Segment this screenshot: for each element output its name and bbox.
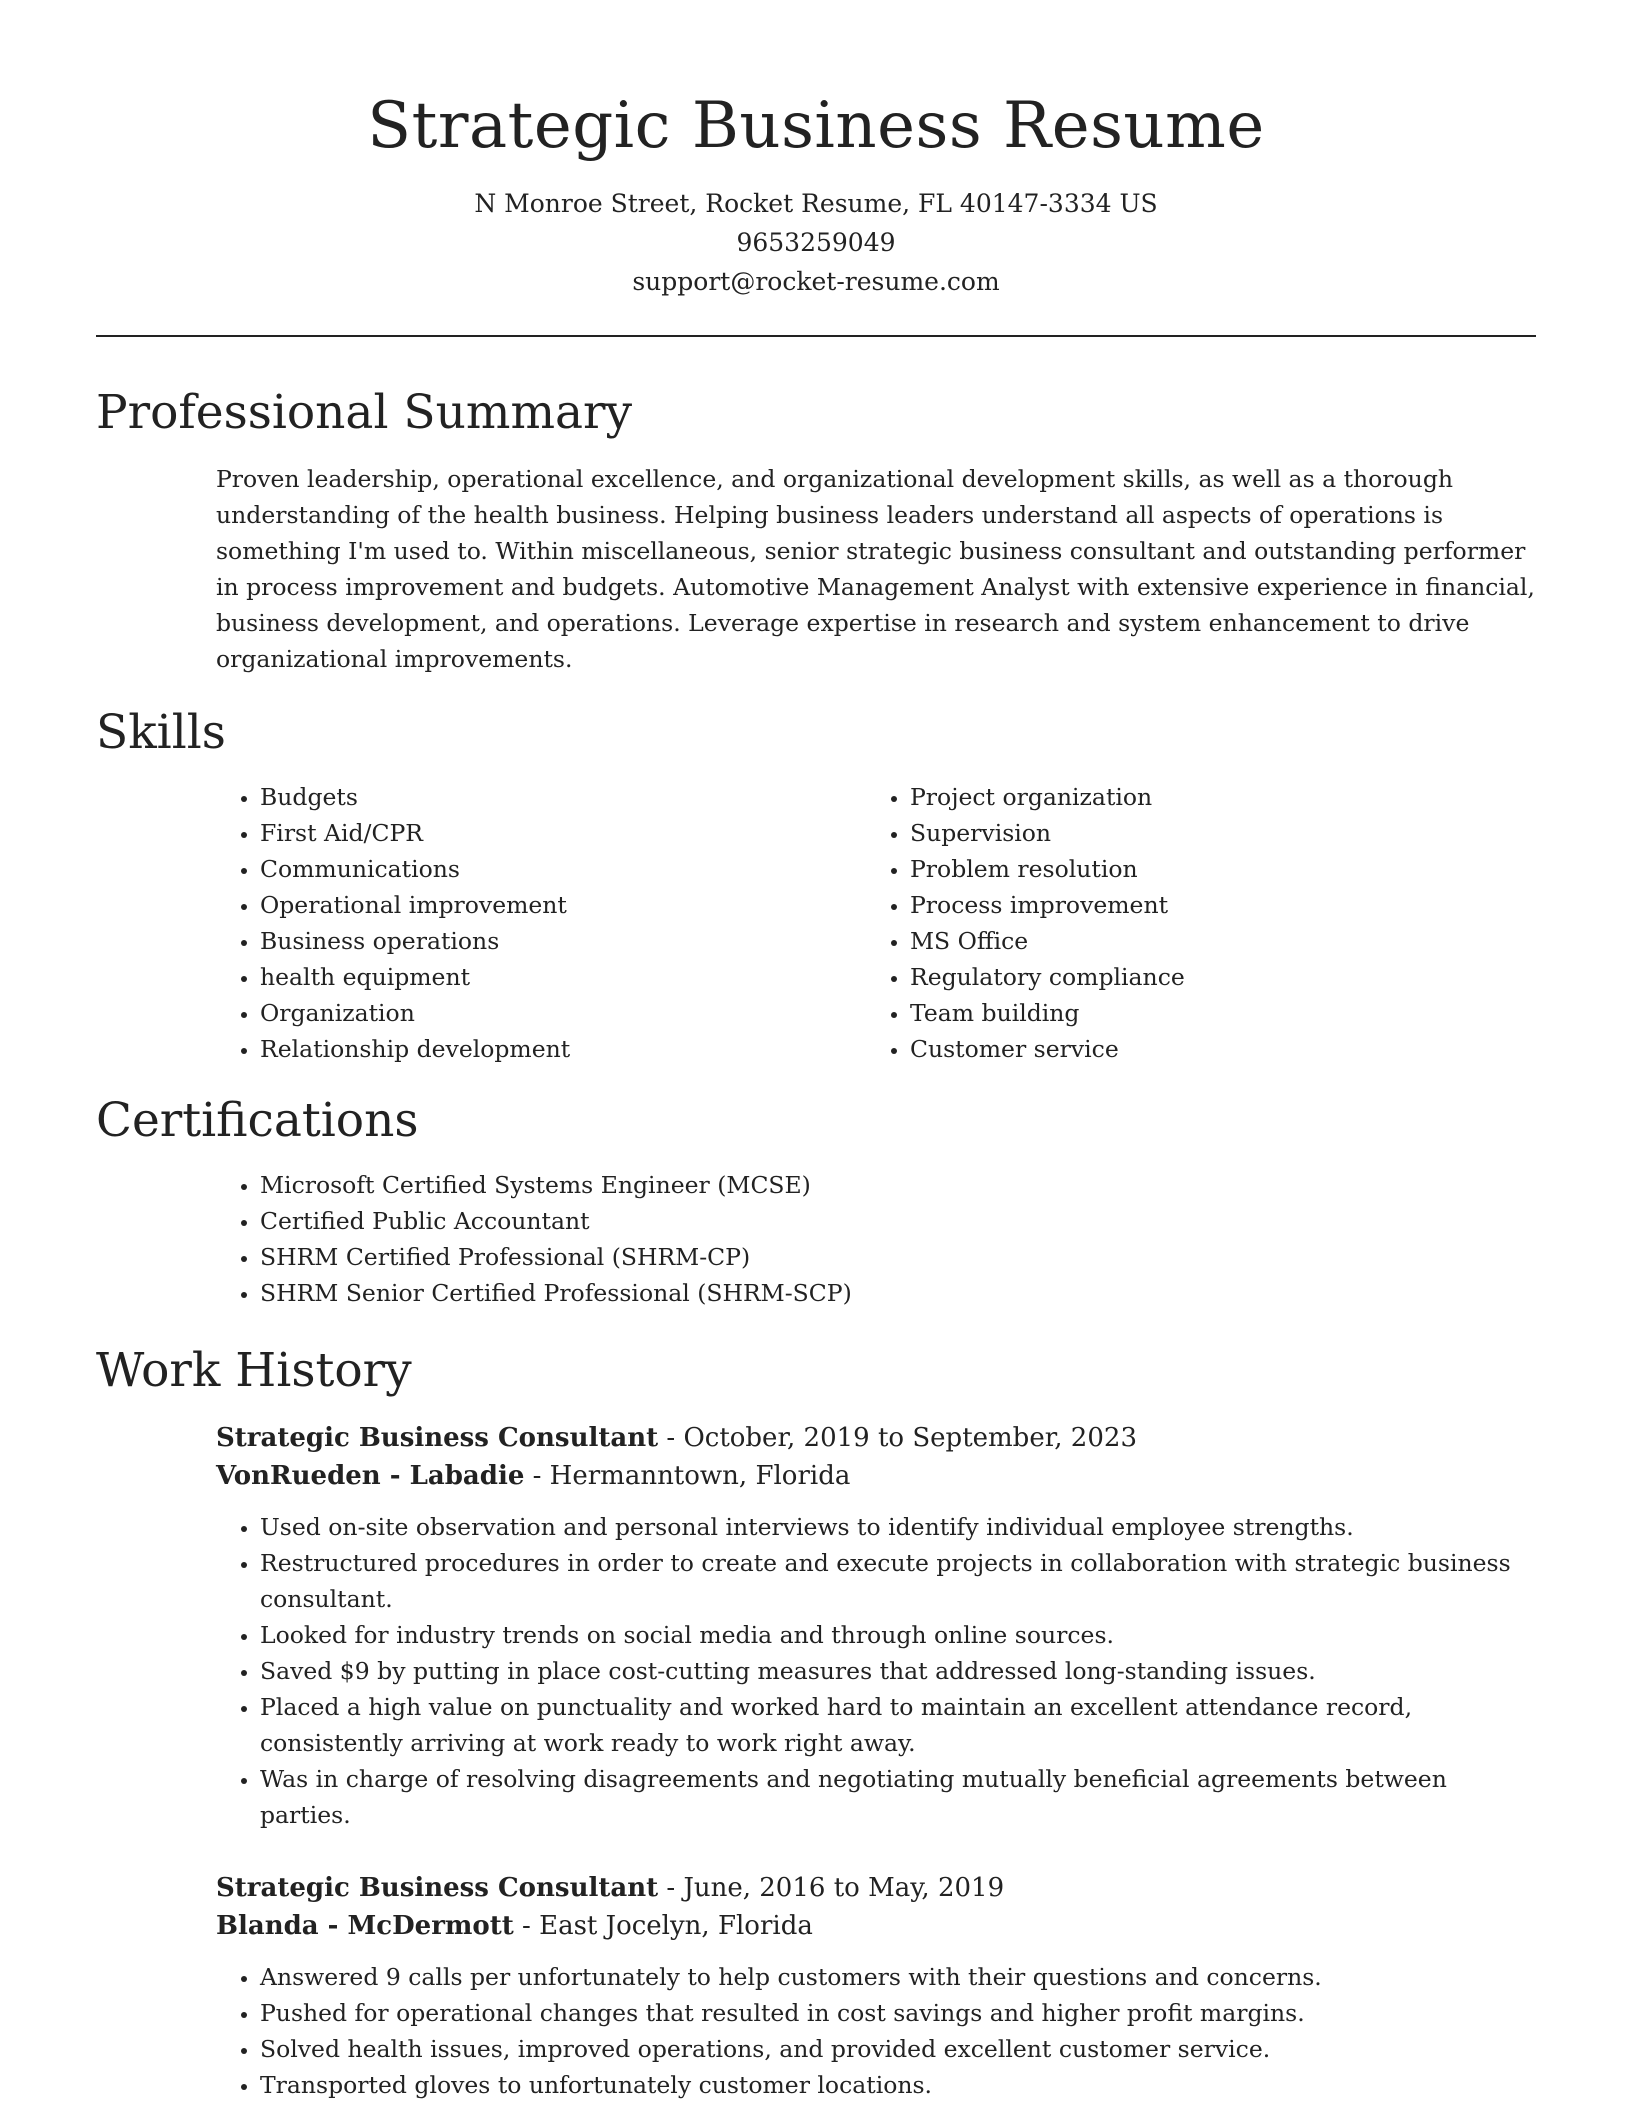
job-dates: - October, 2019 to September, 2023: [658, 1423, 1137, 1453]
job-bullet: • Restructured procedures in order to create and execute projects in collaboration with strategic business consultant.: [260, 1545, 1536, 1617]
job-company-line: [216, 1457, 1536, 1495]
contact-phone: 9653259049: [736, 228, 896, 257]
skill-item: • Relationship development: [260, 1031, 866, 1067]
summary-heading: Professional Summary: [96, 385, 633, 440]
skill-item: • MS Office: [910, 923, 1516, 959]
summary-text: Proven leadership, operational excellence, and organizational development skills, as well as a thorough understanding of the health business. Helping business leaders understand all aspects of operations is something I'm used to. Within miscellaneous, senior strategic business consultant and outstanding performer in process improvement and budgets. Automotive Management Analyst with extensive experience in financial, business development, and operations. Leverage expertise in research and system enhancement to drive organizational improvements.: [216, 465, 1535, 673]
resume-name: Strategic Business Resume: [367, 89, 1265, 163]
job-bullet: • Looked for industry trends on social media and through online sources.: [260, 1617, 1536, 1653]
contact-email: support@rocket-resume.com: [632, 267, 1000, 296]
skill-item: • Problem resolution: [910, 851, 1516, 887]
job-bullet: • Was in charge of resolving disagreements and negotiating mutually beneficial agreements between parties.: [260, 1761, 1536, 1833]
skills-heading: Skills: [96, 705, 226, 760]
skills-list-left: [216, 779, 866, 1067]
job-entry: [216, 1869, 1536, 2103]
header-divider: [96, 335, 1536, 337]
job-company: Blanda - McDermott: [216, 1911, 514, 1941]
certification-item: • Certified Public Accountant: [260, 1203, 1536, 1239]
work-history-heading: Work History: [96, 1343, 412, 1398]
contact-address: N Monroe Street, Rocket Resume, FL 40147-3334 US: [474, 189, 1158, 218]
job-title-line: [216, 1419, 1536, 1457]
skill-item: • Project organization: [910, 779, 1516, 815]
skill-item: • Communications: [260, 851, 866, 887]
job-bullets: [216, 1959, 1536, 2103]
certifications-section: [216, 1167, 1536, 1311]
skill-item: • Customer service: [910, 1031, 1516, 1067]
job-dates: - June, 2016 to May, 2019: [658, 1873, 1005, 1903]
certifications-list: [216, 1167, 1536, 1311]
job-bullet: • Transported gloves to unfortunately customer locations.: [260, 2067, 1536, 2103]
skill-item: • health equipment: [260, 959, 866, 995]
skill-item: • Business operations: [260, 923, 866, 959]
skill-item: • Regulatory compliance: [910, 959, 1516, 995]
job-role: Strategic Business Consultant: [216, 1873, 659, 1903]
job-location: - East Jocelyn, Florida: [513, 1911, 813, 1941]
certification-item: • Microsoft Certified Systems Engineer (MCSE): [260, 1167, 1536, 1203]
job-bullet: • Solved health issues, improved operations, and provided excellent customer service.: [260, 2031, 1536, 2067]
job-bullets: [216, 1509, 1536, 1833]
job-role: Strategic Business Consultant: [216, 1423, 659, 1453]
certifications-heading: Certifications: [96, 1093, 419, 1148]
job-company: VonRueden - Labadie: [216, 1461, 525, 1491]
job-entry: [216, 1419, 1536, 1833]
job-title-line: [216, 1869, 1536, 1907]
certification-item: • SHRM Senior Certified Professional (SHRM-SCP): [260, 1275, 1536, 1311]
resume-header: [96, 0, 1536, 301]
skill-item: • First Aid/CPR: [260, 815, 866, 851]
skills-list-right: [866, 779, 1516, 1067]
job-company-line: [216, 1907, 1536, 1945]
skills-column-left: [216, 779, 866, 1067]
job-bullet: • Answered 9 calls per unfortunately to help customers with their questions and concerns.: [260, 1959, 1536, 1995]
job-bullet: • Used on-site observation and personal interviews to identify individual employee strengths.: [260, 1509, 1536, 1545]
skill-item: • Supervision: [910, 815, 1516, 851]
skill-item: • Process improvement: [910, 887, 1516, 923]
job-bullet: • Placed a high value on punctuality and worked hard to maintain an excellent attendance record, consistently arriving at work ready to work right away.: [260, 1689, 1536, 1761]
job-bullet: • Saved $9 by putting in place cost-cutting measures that addressed long-standing issues.: [260, 1653, 1536, 1689]
skill-item: • Operational improvement: [260, 887, 866, 923]
skills-column-right: [866, 779, 1516, 1067]
skill-item: • Team building: [910, 995, 1516, 1031]
skills-columns: [216, 779, 1536, 1067]
skill-item: • Budgets: [260, 779, 866, 815]
job-location: - Hermanntown, Florida: [524, 1461, 851, 1491]
job-bullet: • Pushed for operational changes that resulted in cost savings and higher profit margins.: [260, 1995, 1536, 2031]
skill-item: • Organization: [260, 995, 866, 1031]
certification-item: • SHRM Certified Professional (SHRM-CP): [260, 1239, 1536, 1275]
